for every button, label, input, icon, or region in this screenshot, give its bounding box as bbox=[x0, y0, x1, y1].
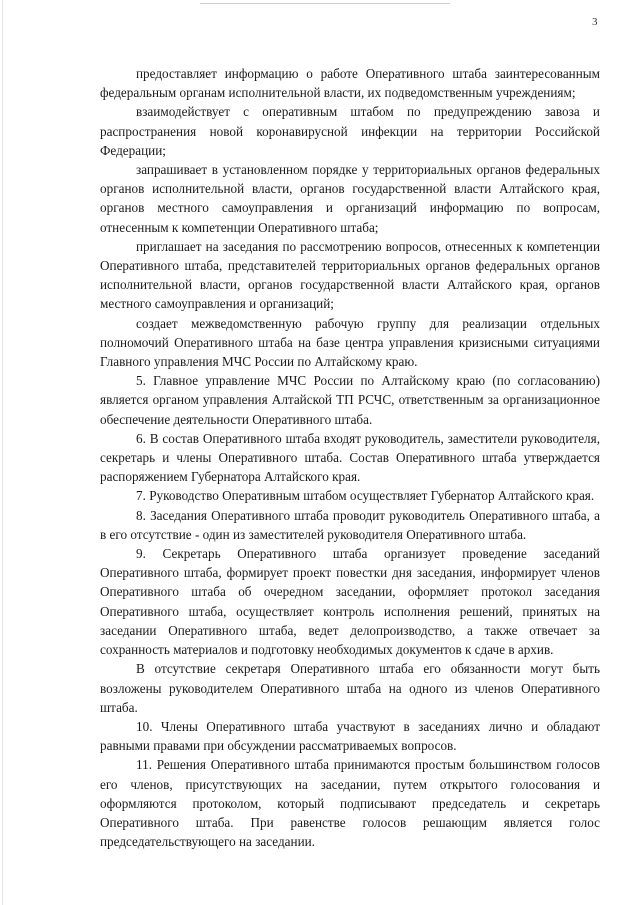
paragraph: В отсутствие секретаря Оперативного штаба его обязанности могут быть возложены руководителем Оперативного штаба на одного из членов Оперативного штаба. bbox=[100, 661, 600, 715]
paragraph: приглашает на заседания по рассмотрению вопросов, отнесенных к компетенции Оперативного штаба, представителей территориальных органов федеральных органов исполнительной власти, органов государственной власти Алтайского края, органов местного самоуправления и организаций; bbox=[100, 238, 600, 312]
paragraph: 9. Секретарь Оперативного штаба организует проведение заседаний Оперативного штаба, формирует проект повестки дня заседания, информирует членов Оперативного штаба об очередном заседании, оформляет протокол заседания Оперативного штаба, осуществляет контроль исполнения решений, принятых на заседании Оперативного штаба, ведет делопроизводство, а также отвечает за сохранность материалов и подготовку необходимых документов к сдаче в архив. bbox=[100, 546, 600, 658]
scan-edge-left bbox=[2, 0, 3, 905]
document-body bbox=[100, 64, 600, 851]
paragraph: предоставляет информацию о работе Оперативного штаба заинтересованным федеральным органам исполнительной власти, их подведомственным учреждениям; bbox=[100, 66, 600, 101]
paragraph: 5. Главное управление МЧС России по Алтайскому краю (по согласованию) является органом управления Алтайской ТП РСЧС, ответственным за организационное обеспечение деятельности Оперативного штаба. bbox=[100, 373, 600, 427]
paragraph: создает межведомственную рабочую группу для реализации отдельных полномочий Оперативного штаба на базе центра управления кризисными ситуациями Главного управления МЧС России по Алтайскому краю. bbox=[100, 315, 600, 370]
paragraph: запрашивает в установленном порядке у территориальных органов федеральных органов исполнительной власти, органов государственной власти Алтайского края, органов местного самоуправления и организаций информацию по вопросам, отнесенным к компетенции Оперативного штаба; bbox=[100, 162, 600, 235]
paragraph: 6. В состав Оперативного штаба входят руководитель, заместители руководителя, секретарь и члены Оперативного штаба. Состав Оперативного штаба утверждается распоряжением Губернатора Алтайского края. bbox=[100, 430, 600, 485]
paragraph: 7. Руководство Оперативным штабом осуществляет Губернатор Алтайского края. bbox=[136, 488, 595, 504]
paragraph: 11. Решения Оперативного штаба принимаются простым большинством голосов его членов, присутствующих на заседании, путем открытого голосования и оформляются протоколом, который подписывают председатель и секретарь Оперативного штаба. При равенстве голосов решающим является голос председательствующего на заседании. bbox=[100, 757, 600, 850]
paragraph: 8. Заседания Оперативного штаба проводит руководитель Оперативного штаба, а в его отсутствие - один из заместителей руководителя Оперативного штаба. bbox=[100, 507, 600, 542]
paragraph: 10. Члены Оперативного штаба участвуют в заседаниях лично и обладают равными правами при обсуждении рассматриваемых вопросов. bbox=[100, 718, 600, 754]
page-number: 3 bbox=[592, 16, 598, 28]
paragraph: взаимодействует с оперативным штабом по предупреждению завоза и распространения новой коронавирусной инфекции на территории Российской Федерации; bbox=[100, 104, 600, 158]
scan-edge-top bbox=[200, 3, 450, 4]
